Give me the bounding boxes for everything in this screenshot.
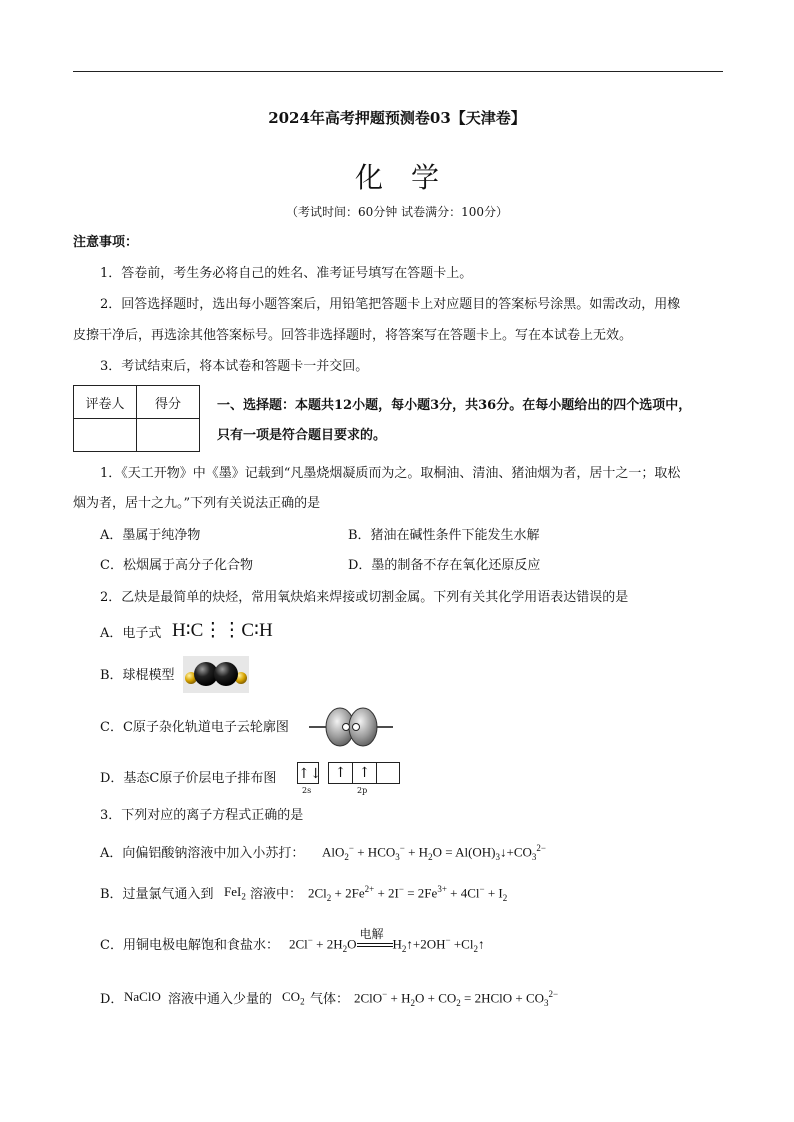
section1-instructions-line2: 只有一项是符合题目要求的。	[217, 428, 387, 443]
q3-option-d-text: D．	[100, 992, 124, 1007]
q1-stem-line1: 1．《天工开物》中《墨》记载到“凡墨烧烟凝质而为之。取桐油、清油、猪油烟为者，居十之一；取松	[100, 466, 681, 481]
q3-option-b-salt: FeI$_2$	[224, 884, 246, 902]
q3-option-b-text: B．过量氯气通入到	[100, 887, 214, 902]
q2-option-a-label: A．电子式	[100, 626, 162, 641]
score-table-score-cell[interactable]	[137, 419, 200, 452]
q1-option-a: A．墨属于纯净物	[100, 528, 201, 543]
q3-option-a-text: A．向偏铝酸钠溶液中加入小苏打：	[100, 846, 305, 861]
notice-item-3: 3．考试结束后，将本试卷和答题卡一并交回。	[100, 359, 369, 374]
q3-option-c-equation: $2Cl^- + 2H_2O$ 电解 $H_2↑+2OH^-$ $+Cl_2↑$	[289, 927, 485, 954]
notice-heading: 注意事项：	[73, 235, 139, 250]
hybrid-orbital-diagram	[309, 705, 393, 749]
q3-option-b-text2: 溶液中：	[250, 887, 303, 902]
q1-stem-line2: 烟为者，居十之九。”下列有关说法正确的是	[73, 496, 321, 511]
top-rule	[73, 71, 723, 72]
q3-option-a-equation: $AlO_2^- + HCO_3^- + H_2O$ = $Al(OH)_3↓+CO_3^{2-}$	[322, 843, 546, 862]
q2-option-b-label: B．球棍模型	[100, 668, 175, 683]
q2-option-c-label: C．C原子杂化轨道电子云轮廓图	[100, 720, 289, 735]
q3-option-d-text3: 气体：	[310, 992, 350, 1007]
q2-electron-formula: H∶C⋮⋮C∶H	[172, 620, 273, 641]
score-table-header-grader: 评卷人	[74, 386, 137, 419]
score-table	[73, 385, 200, 452]
orbital-box-2p-2: ↑	[353, 763, 377, 783]
q3-option-d-text2: 溶液中通入少量的	[168, 992, 273, 1007]
q2-stem: 2．乙炔是最简单的炔烃，常用氧炔焰来焊接或切割金属。下列有关其化学用语表达错误的是	[100, 590, 629, 605]
exam-info: （考试时间：60分钟 试卷满分：100分）	[286, 205, 508, 219]
notice-item-1: 1．答卷前，考生务必将自己的姓名、准考证号填写在答题卡上。	[100, 266, 473, 281]
score-table-grader-cell[interactable]	[74, 419, 137, 452]
electrolysis-condition: 电解	[359, 927, 384, 942]
q1-option-b: B．猪油在碱性条件下能发生水解	[348, 528, 540, 543]
orbital-label-2s: 2s	[302, 786, 312, 795]
q3-stem: 3．下列对应的离子方程式正确的是	[100, 808, 304, 823]
section1-instructions-line1: 一、选择题：本题共12小题，每小题3分，共36分。在每小题给出的四个选项中，	[217, 398, 692, 413]
q3-option-b-equation: $2Cl_2 + 2Fe^{2+} + 2I^- = 2Fe^{3+} + 4Cl^- + I_2$	[308, 884, 508, 903]
q2-option-d-label: D．基态C原子价层电子排布图	[100, 771, 277, 786]
q3-option-d-equation: $2ClO^- + H_2O + CO_2$ = 2HClO + $CO_3^{2-}$	[354, 989, 559, 1008]
notice-item-2: 2．回答选择题时，选出每小题答案后，用铅笔把答题卡上对应题目的答案标号涂黑。如需改动，用橡	[100, 297, 681, 312]
orbital-box-2s: ↑↓	[297, 762, 319, 784]
orbital-label-2p: 2p	[357, 786, 368, 795]
q1-option-d: D．墨的制备不存在氧化还原反应	[348, 558, 541, 573]
score-table-header-score: 得分	[137, 386, 200, 419]
q1-option-c: C．松烟属于高分子化合物	[100, 558, 253, 573]
orbital-box-2p-group	[328, 762, 400, 784]
q3-option-d-gas: $CO_2$	[282, 989, 305, 1007]
orbital-box-2p-1: ↑	[329, 763, 353, 783]
q3-option-c-text: C．用铜电极电解饱和食盐水：	[100, 938, 279, 953]
subject-title: 化学	[354, 161, 467, 194]
exam-title: 2024年高考押题预测卷03【天津卷】	[268, 109, 526, 127]
ball-stick-model-image	[183, 656, 249, 693]
q3-option-d-salt: NaClO	[124, 989, 161, 1004]
notice-item-2-cont: 皮擦干净后，再选涂其他答案标号。回答非选择题时，将答案写在答题卡上。写在本试卷上无效。	[73, 328, 633, 343]
